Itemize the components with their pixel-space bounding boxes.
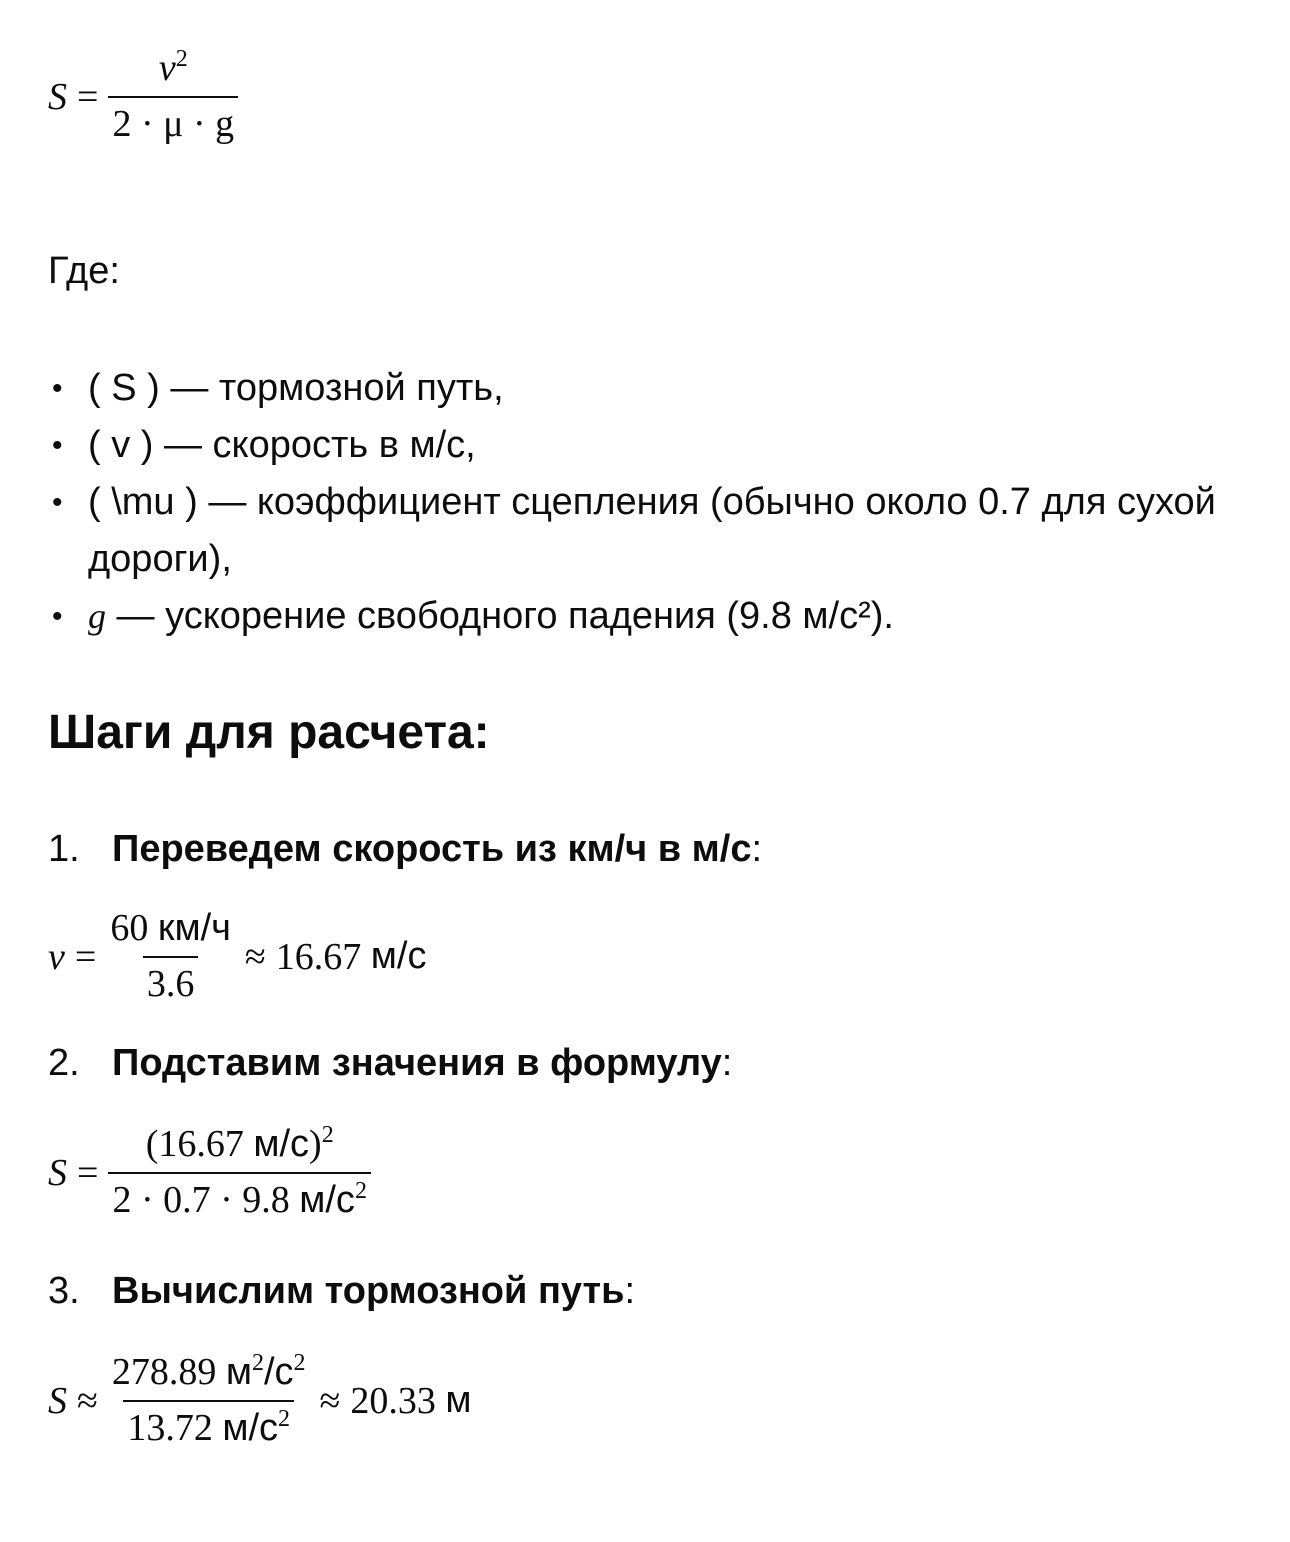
step-2-fraction [108, 1124, 371, 1222]
step-3-den-value: 13.72 [127, 1406, 213, 1449]
step-1-title: Переведем скорость из км/ч в м/с [112, 828, 752, 870]
step-1-approx: ≈ [244, 935, 266, 978]
step-2-den-value: 2 · 0.7 · 9.8 [112, 1178, 290, 1221]
definition-g-text: — ускорение свободного падения (9.8 м/с²). [106, 595, 894, 637]
formula-equals: = [77, 75, 99, 118]
step-2-num-exp: 2 [321, 1122, 334, 1148]
step-1-num-unit: км/ч [157, 907, 231, 949]
formula-denominator: 2 · μ · g [108, 96, 238, 146]
step-3-denominator [123, 1400, 294, 1450]
step-2-equals: = [77, 1151, 99, 1194]
step-3-formula [48, 1352, 472, 1450]
step-2-label [48, 1042, 732, 1085]
step-1-numerator [106, 908, 235, 956]
step-3-approx: ≈ [77, 1379, 98, 1422]
step-3-num-value: 278.89 [111, 1351, 217, 1393]
step-3-num-unit-b: /с [263, 1351, 294, 1393]
step-3-colon: : [624, 1270, 636, 1312]
step-3-fraction [108, 1352, 310, 1450]
step-3-num-unit-a: м [225, 1351, 252, 1393]
step-1-number: 1. [48, 828, 80, 870]
step-1-equals: = [74, 935, 97, 978]
definition-item-g [48, 588, 1258, 645]
step-1-denominator: 3.6 [143, 956, 199, 1006]
step-3-num-exp-a: 2 [251, 1350, 264, 1376]
definition-item-mu: • ( \mu ) — коэффициент сцепления (обычно около 0.7 для сухой дороги), [48, 474, 1258, 588]
step-3-label [48, 1270, 635, 1313]
step-2-num-open: (16.67 [145, 1123, 244, 1165]
braking-distance-formula [48, 48, 238, 146]
step-2-formula [48, 1124, 371, 1222]
step-1-formula [48, 908, 426, 1006]
step-2-title: Подставим значения в формулу [112, 1042, 722, 1084]
step-2-colon: : [721, 1042, 733, 1084]
step-3-number: 3. [48, 1270, 80, 1312]
step-2-denominator [108, 1172, 371, 1222]
definitions-list [48, 360, 1258, 645]
step-1-lhs: v [48, 935, 65, 978]
step-1-colon: : [751, 828, 763, 870]
step-2-numerator [142, 1124, 338, 1172]
step-3-lhs: S [48, 1379, 67, 1422]
formula-numerator [155, 48, 192, 96]
step-3-result-unit: м [445, 1379, 472, 1422]
where-label: Где: [48, 250, 120, 292]
step-2-num-unit: м/с [253, 1123, 310, 1165]
step-3-den-exp: 2 [278, 1405, 291, 1432]
step-3-approx-2: ≈ [319, 1379, 341, 1422]
definition-item-v: • ( v ) — скорость в м/с, [48, 417, 1258, 474]
step-3-numerator [108, 1352, 310, 1400]
step-3-num-exp-b: 2 [293, 1350, 306, 1376]
step-1-label [48, 828, 762, 871]
steps-heading: Шаги для расчета: [48, 706, 490, 759]
formula-numerator-var: v [158, 47, 176, 89]
formula-fraction [108, 48, 238, 146]
step-1-result-unit: м/с [370, 935, 427, 978]
step-2-num-close: ) [309, 1123, 322, 1165]
definition-item-s: • ( S ) — тормозной путь, [48, 360, 1258, 417]
step-2-lhs: S [48, 1151, 67, 1194]
step-1-result-value: 16.67 [275, 935, 362, 978]
formula-lhs: S [48, 75, 67, 118]
step-3-den-unit: м/с [222, 1406, 279, 1449]
step-2-den-exp: 2 [354, 1177, 367, 1204]
step-2-den-unit: м/с [299, 1178, 355, 1221]
step-1-fraction [106, 908, 235, 1006]
step-2-number: 2. [48, 1042, 80, 1084]
step-3-title: Вычислим тормозной путь [112, 1270, 625, 1312]
step-3-result-value: 20.33 [350, 1379, 436, 1422]
step-1-num-value: 60 [110, 907, 149, 949]
formula-numerator-exp: 2 [175, 46, 188, 72]
definition-g-symbol: g [88, 596, 106, 636]
